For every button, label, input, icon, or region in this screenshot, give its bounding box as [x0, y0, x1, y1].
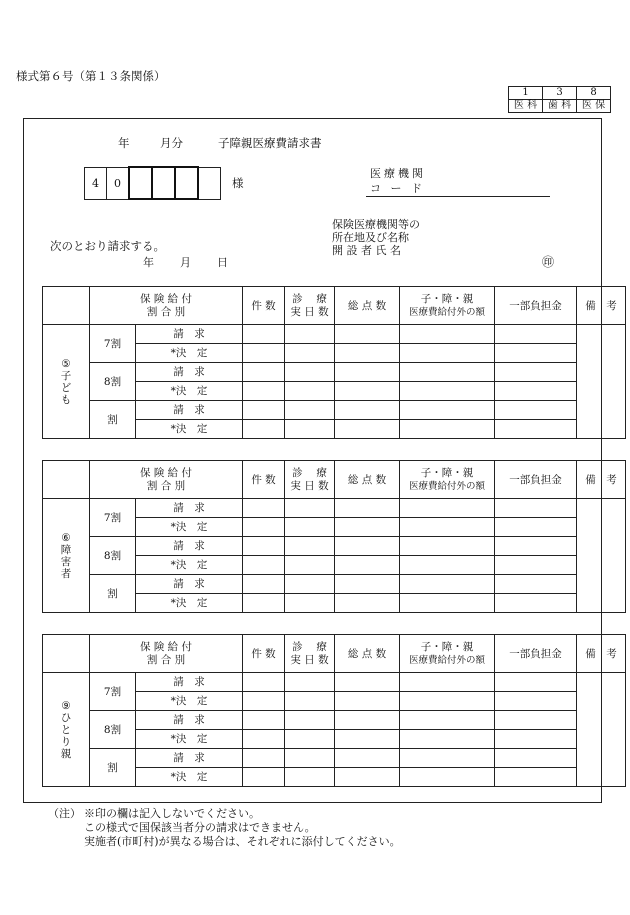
ratio-label: 割	[90, 575, 136, 613]
partial-payment-cell[interactable]	[495, 382, 577, 401]
days-cell[interactable]	[285, 344, 335, 363]
count-cell[interactable]	[243, 556, 285, 575]
count-cell[interactable]	[243, 594, 285, 613]
code-label: 医 科	[509, 100, 543, 113]
days-cell[interactable]	[285, 382, 335, 401]
partial-payment-cell[interactable]	[495, 420, 577, 439]
partial-payment-cell[interactable]	[495, 730, 577, 749]
partial-payment-cell[interactable]	[495, 518, 577, 537]
count-cell[interactable]	[243, 692, 285, 711]
count-cell[interactable]	[243, 575, 285, 594]
medical-type-code-box	[508, 86, 611, 113]
claim-table	[42, 286, 626, 439]
header-count: 件 数	[243, 635, 285, 673]
count-cell[interactable]	[243, 711, 285, 730]
amount-cell[interactable]	[400, 363, 495, 382]
table-row	[43, 401, 626, 420]
table-row	[43, 537, 626, 556]
table-row	[43, 499, 626, 518]
header-amount: 子・障・親 医療費給付外の額	[400, 287, 495, 325]
insurer-digit: 0	[107, 167, 130, 199]
points-cell[interactable]	[335, 382, 400, 401]
partial-payment-cell[interactable]	[495, 749, 577, 768]
decision-row-label: *決 定	[136, 420, 243, 439]
addressee-suffix: 様	[232, 176, 244, 190]
amount-cell[interactable]	[400, 499, 495, 518]
claim-table	[42, 460, 626, 613]
ratio-label: 7割	[90, 325, 136, 363]
amount-cell[interactable]	[400, 401, 495, 420]
ratio-label: 7割	[90, 673, 136, 711]
points-cell[interactable]	[335, 344, 400, 363]
days-cell[interactable]	[285, 325, 335, 344]
request-row-label: 請 求	[136, 711, 243, 730]
partial-payment-cell[interactable]	[495, 325, 577, 344]
points-cell[interactable]	[335, 768, 400, 787]
ratio-label: 7割	[90, 499, 136, 537]
insurer-digit-input[interactable]	[129, 167, 152, 199]
request-row-label: 請 求	[136, 325, 243, 344]
code-label: 医 保	[577, 100, 611, 113]
request-statement: 次のとおり請求する。	[50, 239, 165, 253]
header-count: 件 数	[243, 461, 285, 499]
partial-payment-cell[interactable]	[495, 344, 577, 363]
days-cell[interactable]	[285, 594, 335, 613]
amount-cell[interactable]	[400, 518, 495, 537]
title-month[interactable]: 月分	[160, 136, 183, 150]
partial-payment-cell[interactable]	[495, 556, 577, 575]
partial-payment-cell[interactable]	[495, 401, 577, 420]
points-cell[interactable]	[335, 711, 400, 730]
partial-payment-cell[interactable]	[495, 768, 577, 787]
code-label: 歯 科	[543, 100, 577, 113]
header-blank	[43, 461, 90, 499]
decision-row-label: *決 定	[136, 768, 243, 787]
header-insurance-ratio: 保 険 給 付 割 合 別	[90, 461, 243, 499]
ratio-label: 8割	[90, 711, 136, 749]
code-number[interactable]: 1	[509, 87, 543, 100]
category-label: ⑤ 子 ど も	[43, 325, 90, 439]
remarks-cell[interactable]	[577, 673, 626, 787]
request-row-label: 請 求	[136, 363, 243, 382]
points-cell[interactable]	[335, 537, 400, 556]
header-partial-payment: 一部負担金	[495, 461, 577, 499]
count-cell[interactable]	[243, 401, 285, 420]
days-cell[interactable]	[285, 768, 335, 787]
header-amount: 子・障・親 医療費給付外の額	[400, 635, 495, 673]
count-cell[interactable]	[243, 673, 285, 692]
insurer-number-boxes	[84, 166, 221, 200]
points-cell[interactable]	[335, 575, 400, 594]
header-blank	[43, 287, 90, 325]
points-cell[interactable]	[335, 518, 400, 537]
request-row-label: 請 求	[136, 575, 243, 594]
amount-cell[interactable]	[400, 556, 495, 575]
partial-payment-cell[interactable]	[495, 499, 577, 518]
partial-payment-cell[interactable]	[495, 692, 577, 711]
note-line: この様式で国保該当者分の請求はできません。	[84, 821, 316, 834]
partial-payment-cell[interactable]	[495, 711, 577, 730]
days-cell[interactable]	[285, 537, 335, 556]
count-cell[interactable]	[243, 768, 285, 787]
count-cell[interactable]	[243, 730, 285, 749]
count-cell[interactable]	[243, 344, 285, 363]
table-row	[43, 363, 626, 382]
amount-cell[interactable]	[400, 344, 495, 363]
days-cell[interactable]	[285, 575, 335, 594]
points-cell[interactable]	[335, 673, 400, 692]
decision-row-label: *決 定	[136, 730, 243, 749]
decision-row-label: *決 定	[136, 692, 243, 711]
points-cell[interactable]	[335, 594, 400, 613]
ratio-label: 割	[90, 401, 136, 439]
points-cell[interactable]	[335, 749, 400, 768]
remarks-cell[interactable]	[577, 325, 626, 439]
request-row-label: 請 求	[136, 401, 243, 420]
amount-cell[interactable]	[400, 711, 495, 730]
partial-payment-cell[interactable]	[495, 673, 577, 692]
request-row-label: 請 求	[136, 749, 243, 768]
count-cell[interactable]	[243, 518, 285, 537]
points-cell[interactable]	[335, 401, 400, 420]
header-amount: 子・障・親 医療費給付外の額	[400, 461, 495, 499]
decision-row-label: *決 定	[136, 556, 243, 575]
institution-code-field[interactable]	[366, 196, 550, 197]
points-cell[interactable]	[335, 499, 400, 518]
insurer-digit-input[interactable]	[175, 167, 198, 199]
points-cell[interactable]	[335, 363, 400, 382]
amount-cell[interactable]	[400, 768, 495, 787]
days-cell[interactable]	[285, 401, 335, 420]
decision-row-label: *決 定	[136, 344, 243, 363]
header-points: 総 点 数	[335, 461, 400, 499]
header-blank	[43, 635, 90, 673]
header-partial-payment: 一部負担金	[495, 635, 577, 673]
category-label: ⑨ ひ と り 親	[43, 673, 90, 787]
code-number[interactable]: 8	[577, 87, 611, 100]
insurer-digit: 4	[85, 167, 107, 199]
insurer-digit-input[interactable]	[152, 167, 175, 199]
partial-payment-cell[interactable]	[495, 363, 577, 382]
days-cell[interactable]	[285, 749, 335, 768]
request-date[interactable]: 年 月 日	[143, 256, 228, 269]
days-cell[interactable]	[285, 673, 335, 692]
points-cell[interactable]	[335, 420, 400, 439]
points-cell[interactable]	[335, 556, 400, 575]
partial-payment-cell[interactable]	[495, 594, 577, 613]
category-label: ⑥ 障 害 者	[43, 499, 90, 613]
days-cell[interactable]	[285, 518, 335, 537]
remarks-cell[interactable]	[577, 499, 626, 613]
title-name: 子障親医療費請求書	[218, 136, 322, 150]
count-cell[interactable]	[243, 537, 285, 556]
partial-payment-cell[interactable]	[495, 575, 577, 594]
points-cell[interactable]	[335, 692, 400, 711]
insurer-digit-input[interactable]	[198, 167, 221, 199]
header-days: 診 療 実 日 数	[285, 635, 335, 673]
header-remarks: 備 考	[577, 287, 626, 325]
ratio-label: 割	[90, 749, 136, 787]
note-label: （注）	[48, 807, 81, 820]
header-remarks: 備 考	[577, 635, 626, 673]
amount-cell[interactable]	[400, 673, 495, 692]
count-cell[interactable]	[243, 363, 285, 382]
count-cell[interactable]	[243, 325, 285, 344]
code-number[interactable]: 3	[543, 87, 577, 100]
days-cell[interactable]	[285, 420, 335, 439]
title-year[interactable]: 年	[118, 136, 130, 150]
ratio-label: 8割	[90, 537, 136, 575]
header-days: 診 療 実 日 数	[285, 287, 335, 325]
days-cell[interactable]	[285, 730, 335, 749]
ratio-label: 8割	[90, 363, 136, 401]
partial-payment-cell[interactable]	[495, 537, 577, 556]
header-partial-payment: 一部負担金	[495, 287, 577, 325]
days-cell[interactable]	[285, 711, 335, 730]
count-cell[interactable]	[243, 749, 285, 768]
header-insurance-ratio: 保 険 給 付 割 合 別	[90, 287, 243, 325]
decision-row-label: *決 定	[136, 382, 243, 401]
note-line: ※印の欄は記入しないでください。	[84, 807, 260, 820]
amount-cell[interactable]	[400, 325, 495, 344]
request-row-label: 請 求	[136, 499, 243, 518]
institution-code-label: 医療機関 コ ー ド	[370, 167, 426, 195]
count-cell[interactable]	[243, 420, 285, 439]
table-row	[43, 673, 626, 692]
amount-cell[interactable]	[400, 594, 495, 613]
header-remarks: 備 考	[577, 461, 626, 499]
amount-cell[interactable]	[400, 537, 495, 556]
amount-cell[interactable]	[400, 730, 495, 749]
amount-cell[interactable]	[400, 749, 495, 768]
header-points: 総 点 数	[335, 287, 400, 325]
header-count: 件 数	[243, 287, 285, 325]
seal-icon: ㊞	[542, 255, 555, 269]
table-row	[43, 749, 626, 768]
amount-cell[interactable]	[400, 382, 495, 401]
count-cell[interactable]	[243, 382, 285, 401]
decision-row-label: *決 定	[136, 518, 243, 537]
count-cell[interactable]	[243, 499, 285, 518]
note-line: 実施者(市町村)が異なる場合は、それぞれに添付してください。	[84, 835, 401, 848]
decision-row-label: *決 定	[136, 594, 243, 613]
table-row	[43, 575, 626, 594]
request-row-label: 請 求	[136, 673, 243, 692]
points-cell[interactable]	[335, 325, 400, 344]
header-insurance-ratio: 保 険 給 付 割 合 別	[90, 635, 243, 673]
table-row	[43, 325, 626, 344]
amount-cell[interactable]	[400, 420, 495, 439]
table-row	[43, 711, 626, 730]
form-number: 様式第６号（第１３条関係）	[16, 69, 166, 83]
header-points: 総 点 数	[335, 635, 400, 673]
notes	[48, 807, 401, 849]
claim-table	[42, 634, 626, 787]
amount-cell[interactable]	[400, 692, 495, 711]
days-cell[interactable]	[285, 692, 335, 711]
institution-address-labels: 保険医療機関等の 所在地及び名称 開 設 者 氏 名	[332, 218, 420, 257]
form-title	[118, 135, 322, 151]
points-cell[interactable]	[335, 730, 400, 749]
amount-cell[interactable]	[400, 575, 495, 594]
days-cell[interactable]	[285, 499, 335, 518]
request-row-label: 請 求	[136, 537, 243, 556]
header-days: 診 療 実 日 数	[285, 461, 335, 499]
days-cell[interactable]	[285, 363, 335, 382]
days-cell[interactable]	[285, 556, 335, 575]
